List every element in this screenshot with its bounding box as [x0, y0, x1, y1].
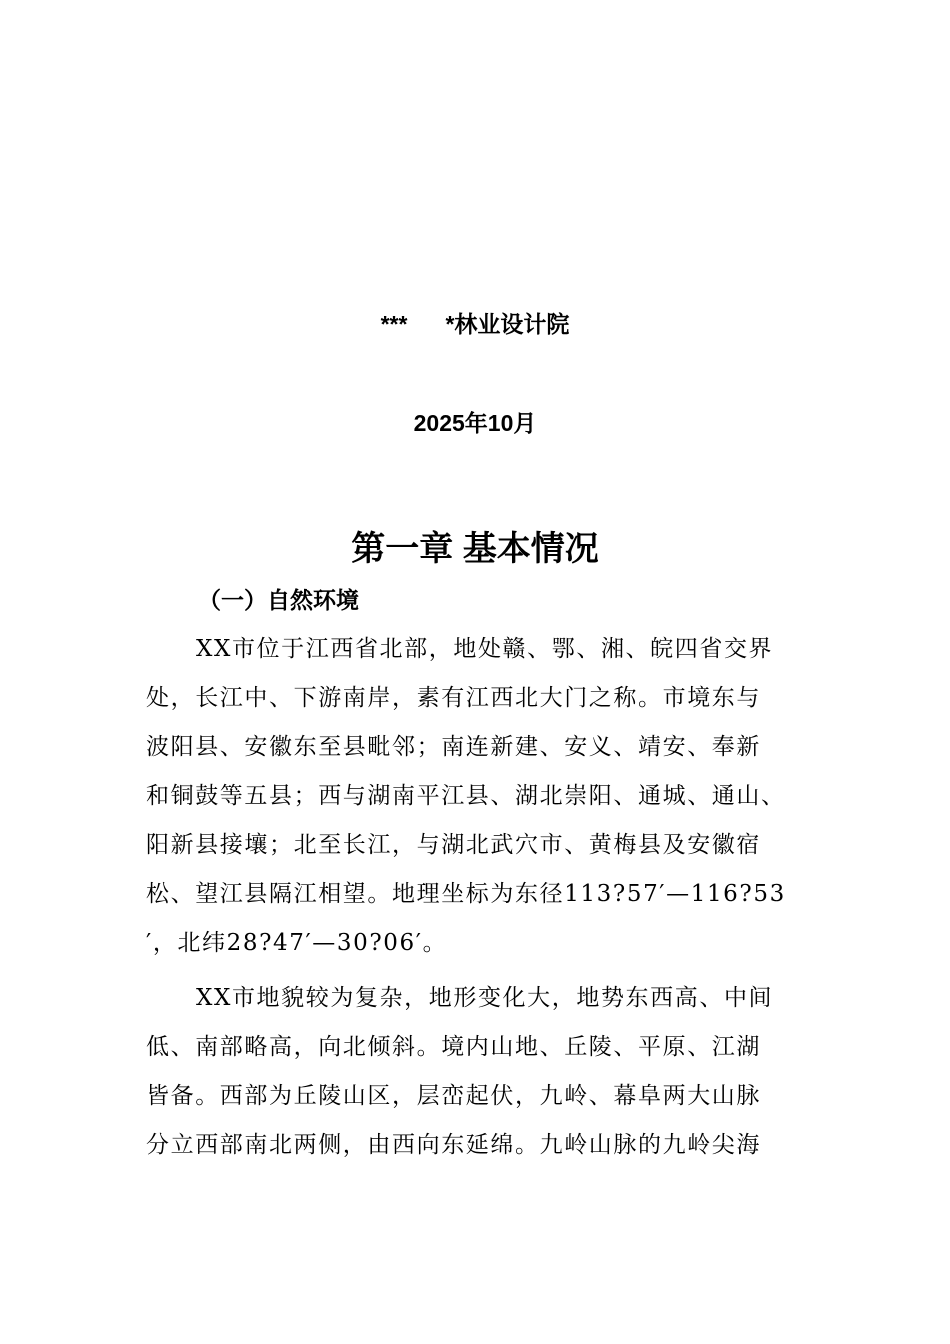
paragraph-line: XX市地貌较为复杂，地形变化大，地势东西高、中间 [196, 985, 774, 1011]
paragraph-line: 阳新县接壤；北至长江，与湖北武穴市、黄梅县及安徽宿 [146, 832, 761, 858]
paragraph-terrain [146, 974, 794, 1170]
document-date: 2025年10月 [413, 410, 537, 436]
paragraph-line: 波阳县、安徽东至县毗邻；南连新建、安义、靖安、奉新 [146, 734, 761, 760]
paragraph-line: ′，北纬28?47′—30?06′。 [146, 930, 448, 956]
paragraph-line: XX市位于江西省北部，地处赣、鄂、湘、皖四省交界 [196, 636, 774, 662]
paragraph-line: 处，长江中、下游南岸，素有江西北大门之称。市境东与 [146, 685, 761, 711]
section-heading: （一）自然环境 [198, 587, 359, 613]
organization-prefix: *** [380, 311, 408, 337]
organization-line [0, 308, 950, 340]
paragraph-line: 分立西部南北两侧，由西向东延绵。九岭山脉的九岭尖海 [146, 1132, 761, 1158]
chapter-title: 第一章 基本情况 [351, 530, 599, 568]
paragraph-line: 和铜鼓等五县；西与湖南平江县、湖北崇阳、通城、通山、 [146, 783, 786, 809]
organization-name: *林业设计院 [445, 311, 570, 337]
paragraph-line: 低、南部略高，向北倾斜。境内山地、丘陵、平原、江湖 [146, 1034, 761, 1060]
paragraph-line: 松、望江县隔江相望。地理坐标为东径113?57′—116?53 [146, 881, 786, 907]
paragraph-line: 皆备。西部为丘陵山区，层峦起伏，九岭、幕阜两大山脉 [146, 1083, 761, 1109]
paragraph-location [146, 625, 794, 968]
